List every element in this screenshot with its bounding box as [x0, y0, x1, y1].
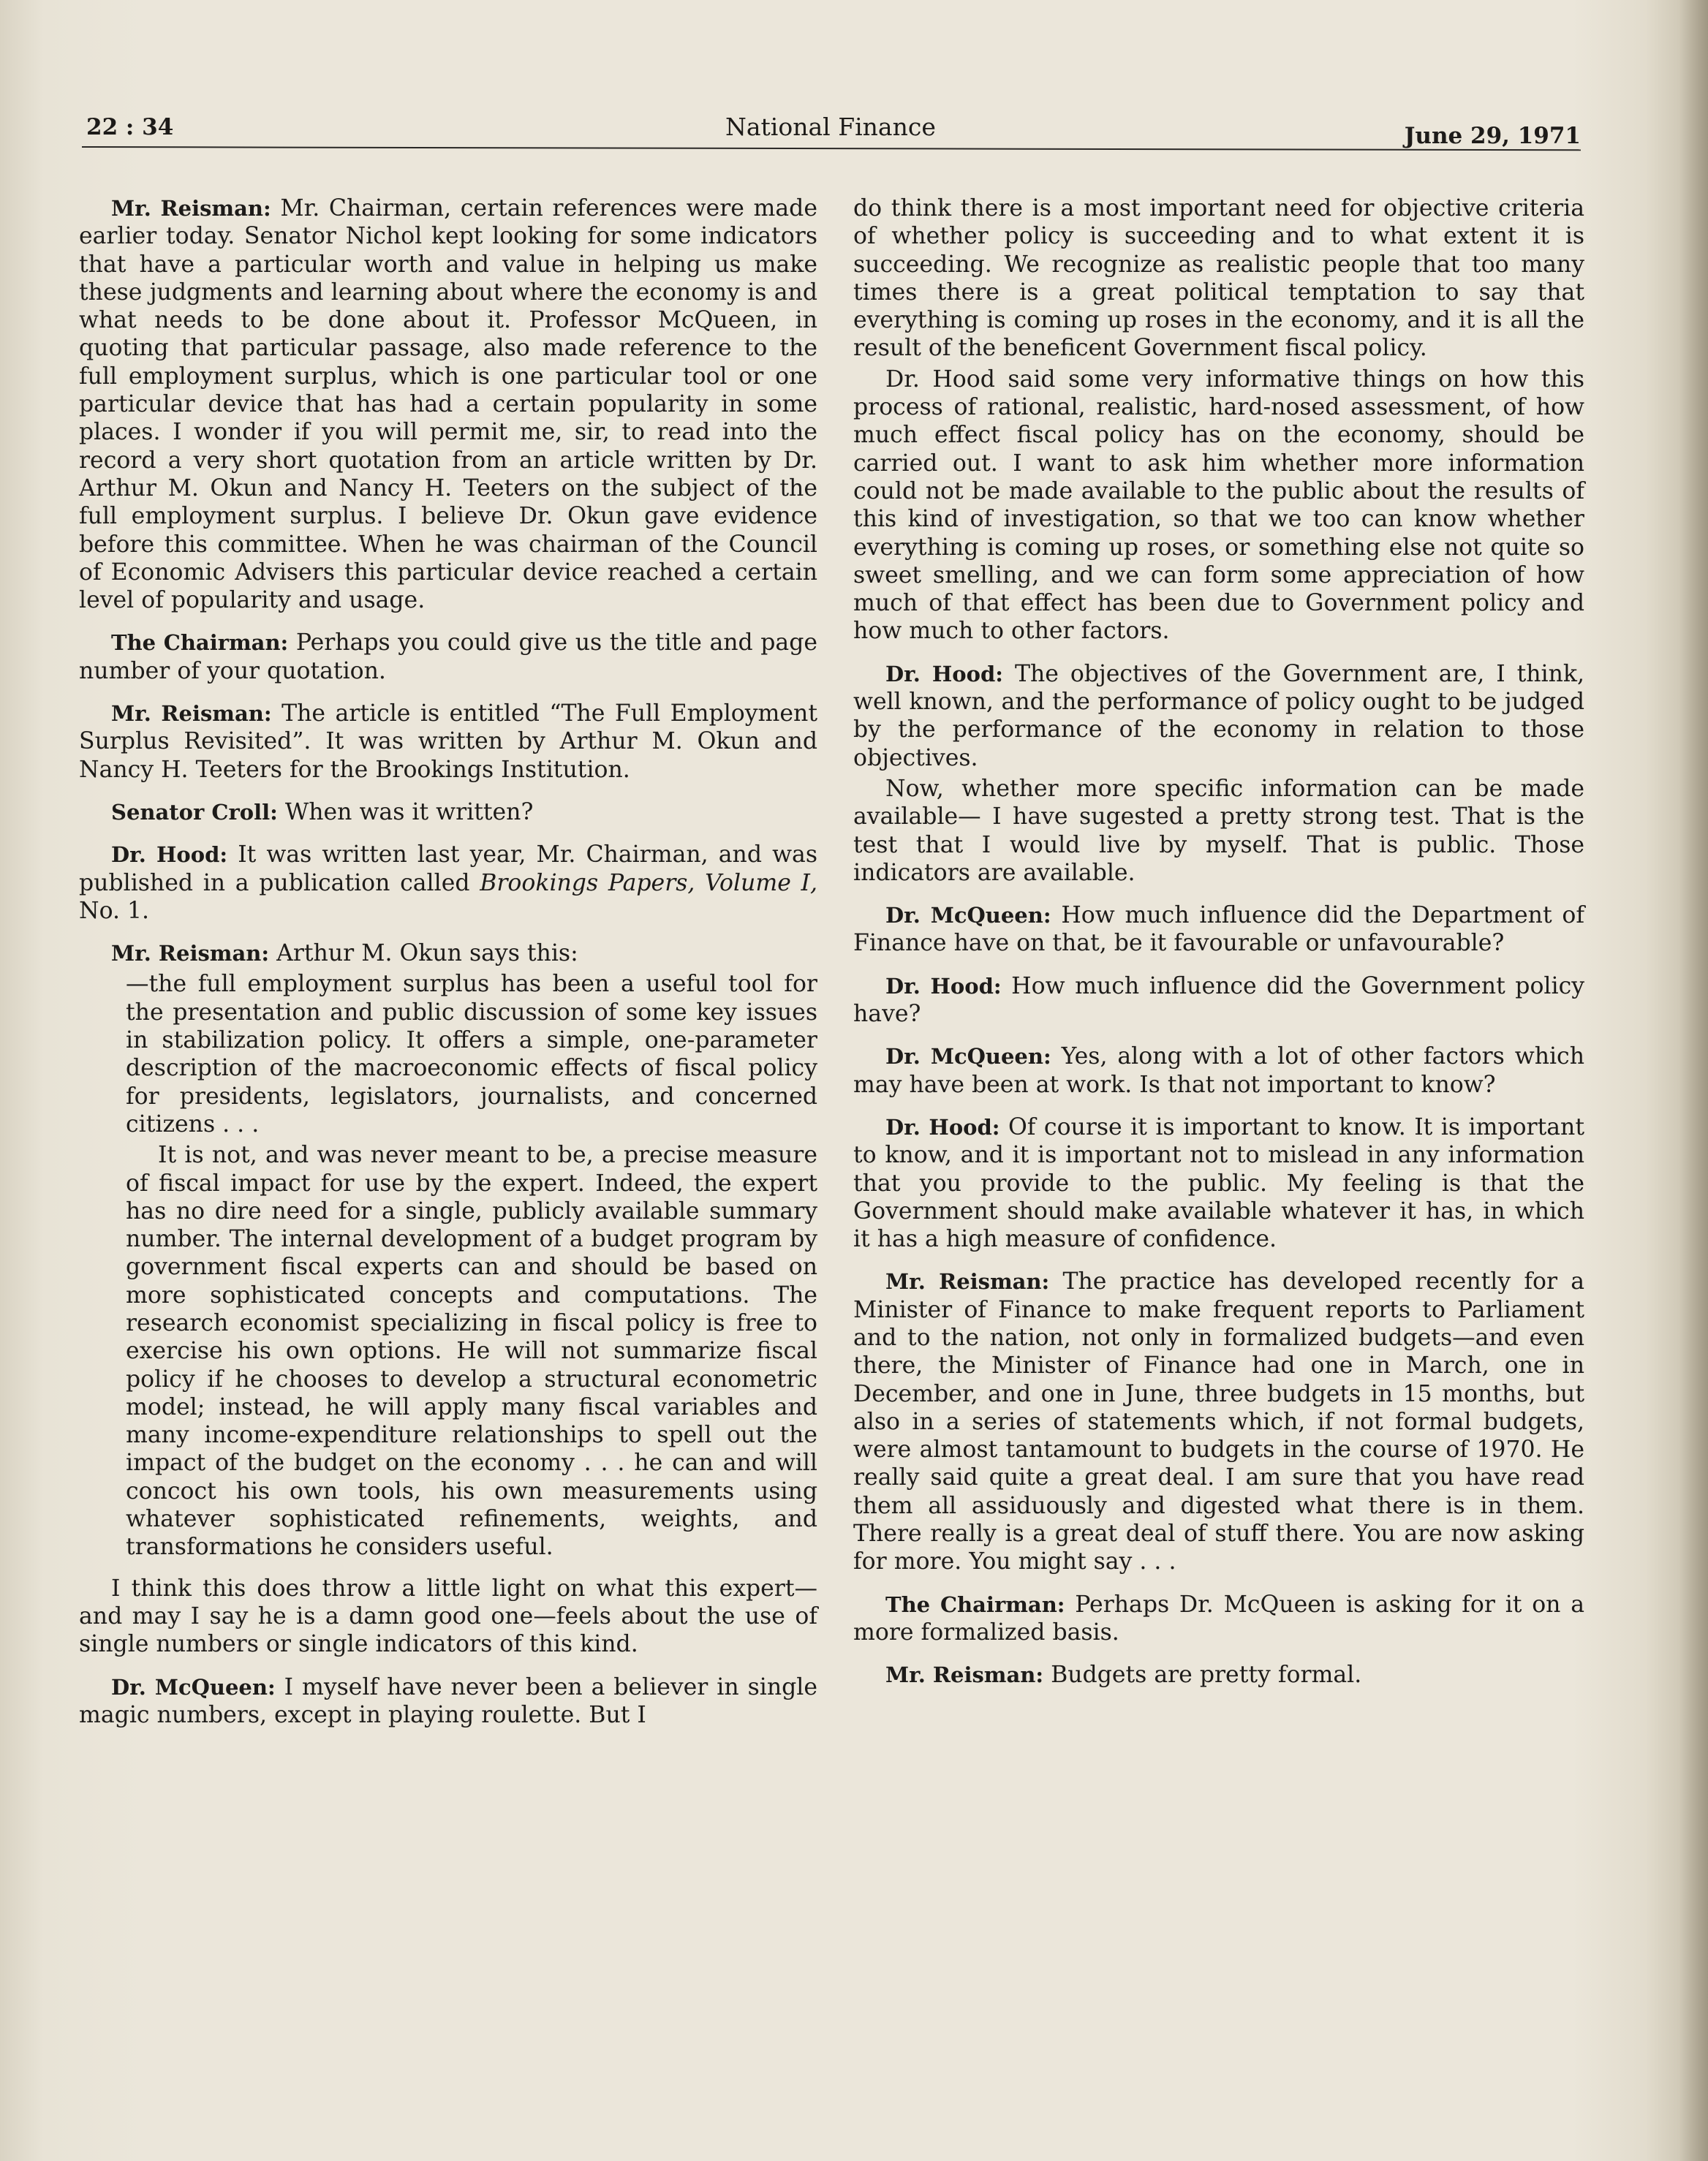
publication-name: Brookings Papers, Volume I, — [480, 869, 817, 896]
paragraph — [853, 1268, 1584, 1575]
right-column — [853, 194, 1584, 1704]
paragraph — [79, 700, 817, 784]
paragraph-text: Yes, along with a lot of other factors which may have been at work. Is that not important to know? — [853, 1043, 1584, 1098]
paragraph — [79, 194, 817, 614]
paragraph — [853, 775, 1584, 887]
paragraph-text: I myself have never been a believer in single magic numbers, except in playing roulette. But I — [79, 1673, 817, 1728]
speaker-label: The Chairman: — [111, 630, 289, 656]
quote-paragraph: —the full employment surplus has been a useful tool for the presentation and public discussion of some key issues in stabilization policy. It offers a simple, one-parameter description of the macroeconomic effects of fiscal policy for presidents, legislators, journalists, and concerned citizens . . . — [126, 971, 817, 1138]
speaker-label: The Chairman: — [885, 1592, 1065, 1617]
speaker-label: Mr. Reisman: — [885, 1662, 1044, 1688]
paragraph — [853, 1661, 1584, 1689]
paragraph: Dr. Hood said some very informative things on how this process of rational, realistic, hard-nosed assessment, of how much effect fiscal policy has on the economy, should be carried out. I want to ask him whether more information could not be made available to the public about the results of this kind of investigation, so that we too can know whether everything is coming up roses, or something else not quite so sweet smelling, and we can form some appreciation of how much of that effect has been due to Government policy and how much to other factors. — [853, 366, 1584, 645]
paragraph — [79, 841, 817, 925]
speaker-label: Dr. Hood: — [885, 973, 1002, 999]
paragraph — [79, 629, 817, 685]
paragraph — [853, 972, 1584, 1029]
paragraph — [853, 901, 1584, 958]
speaker-label: Dr. McQueen: — [885, 1044, 1051, 1070]
speaker-label: Mr. Reisman: — [885, 1269, 1050, 1295]
quote-paragraph: It is not, and was never meant to be, a precise measure of fiscal impact for use by the expert. Indeed, the expert has no dire need for a single, publicly available summary number. The internal development of a budget program by government fiscal experts can and should be based on more sophisticated concepts and computations. The research economist specializing in fiscal policy is free to exercise his own options. He will not summarize fiscal policy if he chooses to develop a structural econometric model; instead, he will apply many fiscal variables and many income-expenditure relationships to spell out the impact of the budget on the economy . . . he can and will concoct his own tools, his own measurements using whatever sophisticated refinements, weights, and transformations he considers useful. — [126, 1142, 817, 1561]
page-number: 22 : 34 — [86, 114, 174, 140]
publication-title: National Finance — [725, 113, 936, 141]
paragraph-text: Mr. Chairman, certain references were made earlier today. Senator Nichol kept looking for some indicators that have a particular worth and value in helping us make these judgments and learning about where the economy is and what needs to be done about it. Professor McQueen, in quoting that particular passage, also made reference to the full employment surplus, which is one particular tool or one particular device that has had a certain popularity in some places. I wonder if you will permit me, sir, to read into the record a very short quotation from an article written by Dr. Arthur M. Okun and Nancy H. Teeters on the subject of the full employment surplus. I believe Dr. Okun gave evidence before this committee. When he was chairman of the Council of Economic Advisers this particular device reached a certain level of popularity and usage. — [79, 195, 817, 614]
paragraph-text: I think this does throw a little light on what this expert—and may I say he is a damn good one—feels about the use of single numbers or single indicators of this kind. — [79, 1575, 817, 1658]
paragraph-text: Arthur M. Okun says this: — [276, 940, 578, 967]
page-date: June 29, 1971 — [1404, 123, 1581, 149]
block-quotation — [126, 970, 817, 1561]
paragraph-text: The objectives of the Government are, I think, well known, and the performance of policy ought to be judged by the performance of the economy in relation to those objectives. — [853, 660, 1585, 771]
paragraph — [853, 1042, 1584, 1099]
paragraph-text: How much influence did the Government policy have? — [853, 972, 1585, 1028]
speaker-label: Mr. Reisman: — [111, 941, 270, 966]
paragraph: do think there is a most important need for objective criteria of whether policy is succeeding and to what extent it is succeeding. We recognize as realistic people that too many times there is a great political temptation to say that everything is coming up roses in the economy, and it is all the result of the beneficent Government fiscal policy. — [853, 195, 1584, 362]
paragraph-text: When was it written? — [284, 798, 534, 825]
paragraph — [79, 1673, 817, 1730]
left-column — [79, 194, 817, 1744]
speaker-label: Mr. Reisman: — [111, 196, 271, 221]
paragraph-text: Perhaps Dr. McQueen is asking for it on a more formalized basis. — [853, 1591, 1585, 1646]
paragraph-text: It was written last year, Mr. Chairman, and was published in a publication called — [79, 841, 818, 896]
paragraph-text: The practice has developed recently for a Minister of Finance to make frequent reports to Parliament and to the nation, not only in formalized budgets—and even there, the Minister of Finance had one in March, one in December, and one in June, three budgets in 15 months, but also in a series of statements which, if not formal budgets, were almost tantamount to budgets in the course of 1970. He really said quite a great deal. I am sure that you have read them all assiduously and digested what there is in them. There really is a great deal of stuff there. You are now asking for more. You might say . . . — [853, 1268, 1584, 1575]
paragraph — [853, 1113, 1584, 1253]
paragraph-text: Perhaps you could give us the title and page number of your quotation. — [79, 629, 818, 684]
paragraph — [79, 939, 817, 967]
book-spine-shadow — [1679, 0, 1708, 2161]
speaker-label: Dr. Hood: — [885, 661, 1003, 686]
paragraph-text: No. 1. — [79, 897, 150, 924]
paragraph-text: Now, whether more specific information can be made available— I have sugested a pretty strong test. That is the test that I would live by myself. That is public. Those indicators are available. — [853, 775, 1584, 886]
paragraph — [79, 1575, 817, 1659]
paragraph — [853, 660, 1584, 772]
paragraph-text: The article is entitled “The Full Employment Surplus Revisited”. It was written by Arthur M. Okun and Nancy H. Teeters for the Brookings Institution. — [79, 700, 817, 783]
speaker-label: Dr. McQueen: — [885, 903, 1051, 928]
paragraph-text: Budgets are pretty formal. — [1051, 1662, 1362, 1689]
speaker-label: Dr. Hood: — [885, 1114, 1000, 1140]
speaker-label: Dr. Hood: — [111, 842, 228, 868]
paragraph — [79, 798, 817, 826]
speaker-label: Mr. Reisman: — [111, 701, 272, 727]
paragraph — [853, 1591, 1584, 1647]
speaker-label: Dr. McQueen: — [111, 1674, 276, 1700]
paragraph-text: Of course it is important to know. It is important to know, and it is important not to mislead in any information that you provide to the public. My feeling is that the Government should make available whatever it has, in which it has a high measure of confidence. — [853, 1113, 1585, 1253]
paragraph-text: How much influence did the Department of Finance have on that, be it favourable or unfavourable? — [853, 902, 1585, 957]
speaker-label: Senator Croll: — [111, 799, 278, 825]
